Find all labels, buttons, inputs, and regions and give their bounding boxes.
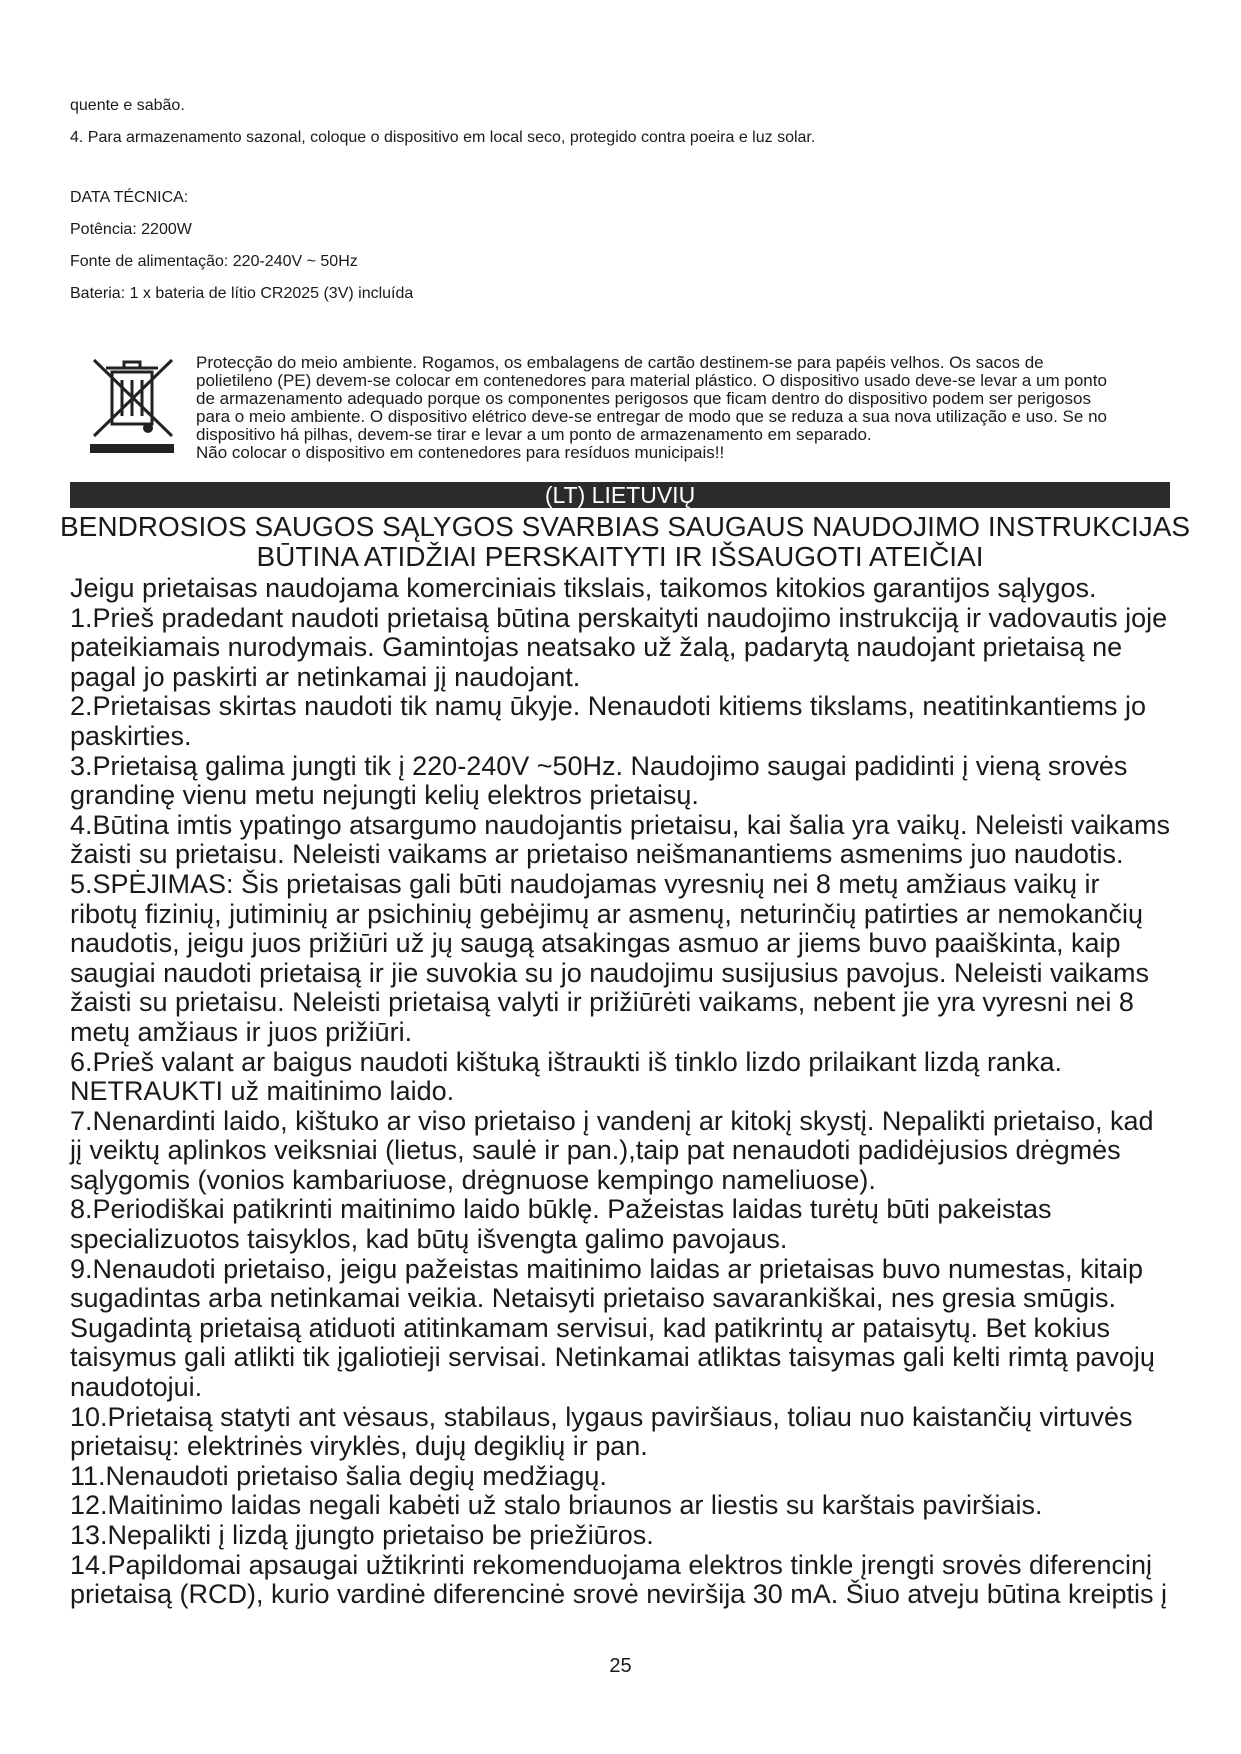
instruction-line: 1.Prieš pradedant naudoti prietaisą būtina perskaityti naudojimo instrukciją ir vadovautis joje: [70, 602, 1168, 633]
instruction-line: 8.Periodiškai patikrinti maitinimo laido būklę. Pažeistas laidas turėtų būti pakeistas: [70, 1194, 1052, 1225]
pt-line: 4. Para armazenamento sazonal, coloque o dispositivo em local seco, protegido contra poeira e luz solar.: [70, 129, 816, 146]
instruction-line: jį veiktų aplinkos veiksniai (lietus, saulė ir pan.),taip pat nenaudoti padidėjusios drėgmės: [70, 1135, 1121, 1166]
crossed-out-wheelie-bin-icon: [86, 354, 178, 456]
language-section-bar: (LT) LIETUVIŲ: [70, 482, 1170, 508]
notice-line: para o meio ambiente. O dispositivo elétrico deve-se entregar de modo que se reduza a sua nova utilização e uso. Se no: [196, 407, 1107, 426]
page-number: 25: [609, 1655, 632, 1677]
title-line: BENDROSIOS SAUGOS SĄLYGOS SVARBIAS SAUGAUS NAUDOJIMO INSTRUKCIJAS: [60, 511, 1191, 542]
instruction-line: 6.Prieš valant ar baigus naudoti kištuką ištraukti iš tinklo lizdo prilaikant lizdą ranka.: [70, 1046, 1062, 1077]
lithuanian-title: [60, 511, 1191, 572]
pt-line: quente e sabão.: [70, 97, 185, 114]
instruction-line: 13.Nepalikti į lizdą įjungto prietaiso be priežiūros.: [70, 1520, 654, 1550]
instruction-line: ribotų fizinių, jutiminių ar psichinių gebėjimų ar asmenų, neturinčių patirties ar nemokančių: [70, 898, 1144, 929]
notice-line: Protecção do meio ambiente. Rogamos, os embalagens de cartão destinem-se para papéis velhos. Os sacos de: [196, 353, 1044, 372]
portuguese-section: [70, 96, 1170, 304]
instruction-line: žaisti su prietaisu. Neleisti prietaisą valyti ir prižiūrėti vaikams, nebent jie yra vyresni nei 8: [70, 987, 1134, 1018]
instruction-line: 4.Būtina imtis ypatingo atsargumo naudojantis prietaisu, kai šalia yra vaikų. Neleisti vaikams: [70, 809, 1171, 840]
instruction-line: specializuotos taisyklos, kad būtų išvengta galimo pavojaus.: [70, 1224, 788, 1255]
notice-line: de armazenamento adequado porque os componentes perigosos que ficam dentro do dispositivo podem ser perigosos: [196, 389, 1091, 408]
instruction-line: 10.Prietaisą statyti ant vėsaus, stabilaus, lygaus paviršiaus, toliau nuo kaistančių virtuvės: [70, 1401, 1133, 1432]
pt-line: Bateria: 1 x bateria de lítio CR2025 (3V) incluída: [70, 285, 414, 302]
pt-line: Potência: 2200W: [70, 221, 192, 238]
instruction-line: 9.Nenaudoti prietaiso, jeigu pažeistas maitinimo laidas ar prietaisas buvo numestas, kitaip: [70, 1253, 1144, 1284]
instruction-line: Sugadintą prietaisą atiduoti atitinkamam servisui, kad patikrintų ar pataisytų. Bet kokius: [70, 1312, 1111, 1343]
instruction-line: sugadintas arba netinkamai veikia. Netaisyti prietaiso savarankiškai, nes gresia smūgis.: [70, 1283, 1116, 1314]
instruction-line: grandinę vienu metu nejungti kelių elektros prietaisų.: [70, 780, 699, 811]
instruction-line: sąlygomis (vonios kambariuose, drėgnuose kempingo nameliuose).: [70, 1164, 876, 1195]
environment-notice: [196, 354, 1186, 462]
instruction-line: NETRAUKTI už maitinimo laido.: [70, 1076, 455, 1107]
instruction-line: prietaisų: elektrinės viryklės, dujų degiklių ir pan.: [70, 1431, 648, 1462]
title-line: BŪTINA ATIDŽIAI PERSKAITYTI IR IŠSAUGOTI ATEIČIAI: [256, 541, 984, 572]
instruction-line: pagal jo paskirti ar netinkamai jį naudojant.: [70, 661, 581, 692]
instruction-line: naudotojui.: [70, 1372, 203, 1403]
instruction-line: metų amžiaus ir juos prižiūri.: [70, 1016, 413, 1047]
instruction-line: 14.Papildomai apsaugai užtikrinti rekomenduojama elektros tinkle įrengti srovės diferencinį: [70, 1549, 1153, 1580]
instruction-line: pateikiamais nurodymais. Gamintojas neatsako už žalą, padarytą naudojant prietaisą ne: [70, 632, 1123, 663]
instruction-line: paskirties.: [70, 720, 192, 751]
instruction-line: 11.Nenaudoti prietaiso šalia degių medžiagų.: [70, 1460, 607, 1491]
instruction-line: 2.Prietaisas skirtas naudoti tik namų ūkyje. Nenaudoti kitiems tikslams, neatitinkantiems jo: [70, 691, 1146, 722]
instruction-line: Jeigu prietaisas naudojama komerciniais tikslais, taikomos kitokios garantijos sąlygos.: [70, 573, 1097, 603]
instruction-line: taisymus gali atlikti tik įgaliotieji servisai. Netinkamai atliktas taisymas gali kelti rimtą pavojų: [70, 1342, 1155, 1373]
notice-line: dispositivo há pilhas, devem-se tirar e levar a um ponto de armazenamento em separado.: [196, 425, 872, 444]
instruction-line: 7.Nenardinti laido, kištuko ar viso prietaiso į vandenį ar kitokį skystį. Nepalikti prietaiso, kad: [70, 1105, 1154, 1136]
instruction-line: 3.Prietaisą galima jungti tik į 220-240V ~50Hz. Naudojimo saugai padidinti į vieną srovės: [70, 750, 1128, 781]
instruction-line: prietaisą (RCD), kurio vardinė diferencinė srovė neviršija 30 mA. Šiuo atveju būtina kreiptis į: [70, 1579, 1167, 1610]
pt-data-heading: DATA TÉCNICA:: [70, 189, 189, 206]
instruction-line: 5.SPĖJIMAS: Šis prietaisas gali būti naudojamas vyresnių nei 8 metų amžiaus vaikų ir: [70, 868, 1100, 899]
instruction-line: 12.Maitinimo laidas negali kabėti už stalo briaunos ar liestis su karštais paviršiais.: [70, 1490, 1043, 1521]
notice-line: polietileno (PE) devem-se colocar em contenedores para material plástico. O dispositivo usado deve-se levar a um ponto: [196, 371, 1107, 390]
instruction-line: žaisti su prietaisu. Neleisti vaikams ar prietaiso neišmanantiems asmenims juo naudotis.: [70, 839, 1124, 870]
notice-line: Não colocar o dispositivo em contenedores para resíduos municipais!!: [196, 443, 725, 462]
instruction-line: naudotis, jeigu juos prižiūri už jų saugą atsakingas asmuo ar jiems buvo paaiškinta, kaip: [70, 928, 1121, 959]
lithuanian-instructions: [70, 574, 1180, 1610]
pt-line: Fonte de alimentação: 220-240V ~ 50Hz: [70, 253, 358, 270]
instruction-line: saugiai naudoti prietaisą ir jie suvokia su jo naudojimu susijusius pavojus. Neleisti vaikams: [70, 957, 1150, 988]
